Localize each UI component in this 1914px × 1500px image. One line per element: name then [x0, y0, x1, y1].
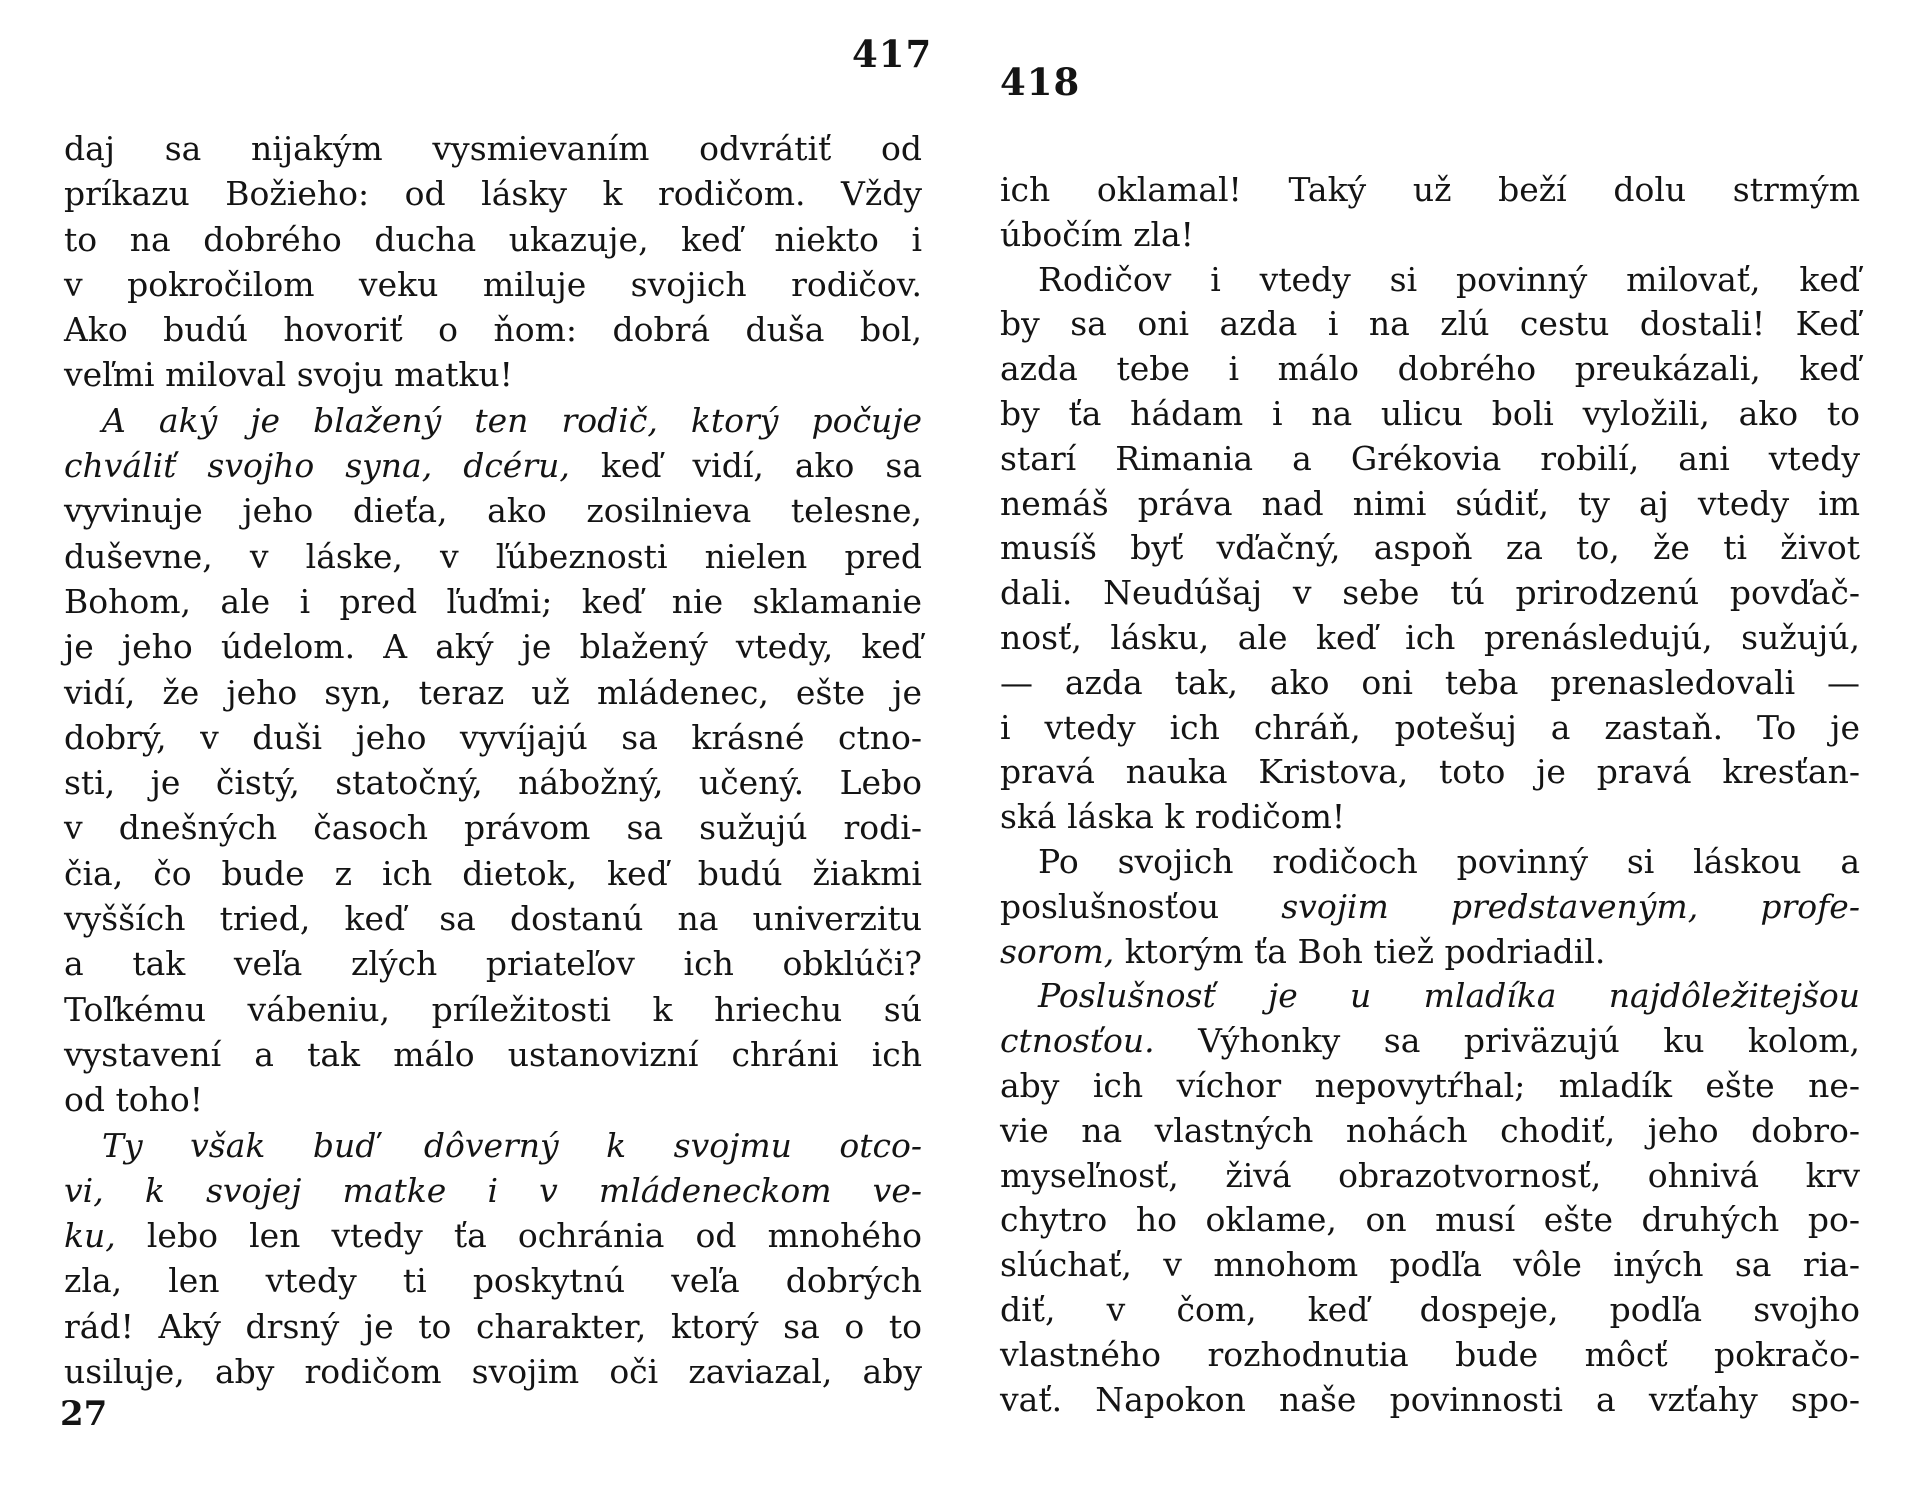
text-line: [1000, 302, 1860, 347]
text-line: [1000, 1378, 1860, 1423]
text-line: [64, 579, 922, 624]
text-line: [64, 1077, 922, 1122]
text-segment: azda tebe i málo dobrého preukázali, keď: [1000, 349, 1860, 389]
text-line: [1000, 526, 1860, 571]
text-segment: chytro ho oklame, on musí ešte druhých po-: [1000, 1200, 1860, 1240]
text-line: [64, 1032, 922, 1077]
text-line: [64, 398, 922, 443]
text-segment: úbočím zla!: [1000, 214, 1194, 254]
text-segment: dali. Neudúšaj v sebe tú prirodzenú povďač-: [1000, 573, 1860, 613]
text-line: [1000, 482, 1860, 527]
text-segment-italic: vi, k svojej matke i v mládeneckom ve-: [64, 1170, 922, 1210]
text-segment-italic: svojim predstaveným, profe-: [1281, 886, 1860, 926]
text-segment: duševne, v láske, v ľúbeznosti nielen pred: [64, 536, 922, 576]
text-line: [1000, 616, 1860, 661]
text-line: [1000, 930, 1860, 975]
text-segment: Výhonky sa priväzujú ku kolom,: [1154, 1021, 1860, 1061]
text-line: [1000, 1243, 1860, 1288]
text-segment: príkazu Božieho: od lásky k rodičom. Vždy: [64, 174, 922, 214]
text-line: [64, 1213, 922, 1258]
text-segment: Rodičov i vtedy si povinný milovať, keď: [1038, 259, 1860, 299]
text-segment: vyvinuje jeho dieťa, ako zosilnieva telesne,: [64, 491, 922, 531]
text-line: [1000, 392, 1860, 437]
text-segment: musíš byť vďačný, aspoň za to, že ti život: [1000, 528, 1860, 568]
text-line: [1000, 706, 1860, 751]
text-segment: nosť, lásku, ale keď ich prenásledujú, sužujú,: [1000, 617, 1860, 657]
text-segment: diť, v čom, keď dospeje, podľa svojho: [1000, 1289, 1860, 1329]
text-line: [64, 1304, 922, 1349]
text-segment: Ako budú hovoriť o ňom: dobrá duša bol,: [64, 310, 922, 350]
text-line: [64, 941, 922, 986]
page-number-right: 418: [1000, 60, 1081, 104]
text-line: [64, 896, 922, 941]
text-line: [64, 126, 922, 171]
text-line: [64, 488, 922, 533]
text-segment: v pokročilom veku miluje svojich rodičov.: [64, 264, 922, 304]
text-line: [64, 1123, 922, 1168]
text-line: [64, 715, 922, 760]
text-segment: by ťa hádam i na ulicu boli vyložili, ako to: [1000, 393, 1860, 433]
text-segment: Toľkému vábeniu, príležitosti k hriechu sú: [64, 989, 922, 1029]
text-segment: sti, je čistý, statočný, nábožný, učený. Lebo: [64, 763, 922, 803]
text-line: [64, 217, 922, 262]
text-line: [1000, 661, 1860, 706]
text-line: [1000, 437, 1860, 482]
text-segment-italic: sorom,: [1000, 931, 1115, 971]
text-line: [1000, 1154, 1860, 1199]
text-segment: vidí, že jeho syn, teraz už mládenec, ešte je: [64, 672, 922, 712]
text-line: [1000, 1333, 1860, 1378]
text-line: [1000, 213, 1860, 258]
text-segment: poslušnosťou: [1000, 886, 1282, 926]
text-segment: Bohom, ale i pred ľuďmi; keď nie sklamanie: [64, 581, 922, 621]
text-segment: daj sa nijakým vysmievaním odvrátiť od: [64, 129, 922, 168]
text-line: [1000, 974, 1860, 1019]
text-line: [1000, 750, 1860, 795]
text-segment: ich oklamal! Taký už beží dolu strmým: [1000, 170, 1860, 209]
text-line: [64, 805, 922, 850]
text-segment: to na dobrého ducha ukazuje, keď niekto i: [64, 219, 922, 259]
text-segment: rád! Aký drsný je to charakter, ktorý sa o to: [64, 1306, 922, 1346]
text-line: [64, 1349, 922, 1394]
text-segment: myseľnosť, živá obrazotvornosť, ohnivá krv: [1000, 1155, 1860, 1195]
text-line: [64, 1168, 922, 1213]
text-segment: vať. Napokon naše povinnosti a vzťahy spo-: [1000, 1379, 1860, 1419]
text-segment: je jeho údelom. A aký je blažený vtedy, keď: [64, 627, 922, 667]
text-line: [1000, 1198, 1860, 1243]
page-number-left: 417: [852, 32, 933, 76]
text-line: [1000, 1064, 1860, 1109]
text-segment: lebo len vtedy ťa ochránia od mnohého: [115, 1216, 922, 1256]
text-segment: nemáš práva nad nimi súdiť, ty aj vtedy im: [1000, 483, 1860, 523]
text-segment: ktorým ťa Boh tiež podriadil.: [1114, 931, 1606, 971]
text-segment-italic: ku,: [64, 1216, 116, 1256]
text-line: [64, 352, 922, 397]
text-segment: aby ich víchor nepovytŕhal; mladík ešte ne-: [1000, 1065, 1860, 1105]
text-segment: vyšších tried, keď sa dostanú na univerzitu: [64, 899, 922, 939]
text-segment: od toho!: [64, 1080, 203, 1120]
text-line: [64, 1258, 922, 1303]
text-line: [1000, 840, 1860, 885]
text-segment: veľmi miloval svoju matku!: [64, 355, 513, 395]
left-page-text-column: [64, 126, 922, 1394]
text-segment: starí Rimania a Grékovia robilí, ani vtedy: [1000, 438, 1860, 478]
text-segment: vie na vlastných nohách chodiť, jeho dobro-: [1000, 1110, 1860, 1150]
text-segment: Po svojich rodičoch povinný si láskou a: [1038, 841, 1860, 881]
text-segment: i vtedy ich chráň, potešuj a zastaň. To je: [1000, 707, 1860, 747]
text-line: [1000, 168, 1860, 213]
text-line: [1000, 795, 1860, 840]
text-segment: zla, len vtedy ti poskytnú veľa dobrých: [64, 1261, 922, 1301]
text-segment: keď vidí, ako sa: [569, 446, 923, 486]
text-line: [1000, 1019, 1860, 1064]
text-segment: slúchať, v mnohom podľa vôle iných sa ria-: [1000, 1245, 1860, 1285]
text-line: [64, 670, 922, 715]
text-segment-italic: Ty však buď dôverný k svojmu otco-: [102, 1125, 922, 1165]
text-line: [64, 262, 922, 307]
text-line: [64, 851, 922, 896]
right-page-text-column: [1000, 168, 1860, 1422]
text-segment-italic: chváliť svojho syna, dcéru,: [64, 446, 570, 486]
text-line: [64, 534, 922, 579]
text-segment: — azda tak, ako oni teba prenasledovali —: [1000, 662, 1860, 702]
text-line: [64, 987, 922, 1032]
text-line: [1000, 1288, 1860, 1333]
text-segment-italic: A aký je blažený ten rodič, ktorý počuje: [102, 400, 922, 440]
text-segment: vystavení a tak málo ustanovizní chráni ich: [64, 1034, 922, 1074]
text-segment: čia, čo bude z ich dietok, keď budú žiakmi: [64, 853, 922, 893]
text-line: [1000, 258, 1860, 303]
text-segment: v dnešných časoch právom sa sužujú rodi-: [64, 808, 922, 848]
text-segment: dobrý, v duši jeho vyvíjajú sa krásné ctno-: [64, 717, 922, 757]
text-line: [64, 443, 922, 488]
text-line: [1000, 885, 1860, 930]
text-line: [1000, 347, 1860, 392]
text-segment: pravá nauka Kristova, toto je pravá kresťan-: [1000, 752, 1860, 792]
text-segment: a tak veľa zlých priateľov ich obklúči?: [64, 944, 922, 984]
text-line: [1000, 571, 1860, 616]
text-line: [64, 760, 922, 805]
text-line: [64, 624, 922, 669]
text-line: [64, 307, 922, 352]
text-segment-italic: Poslušnosť je u mladíka najdôležitejšou: [1038, 976, 1860, 1016]
text-line: [1000, 1109, 1860, 1154]
text-segment: usiluje, aby rodičom svojim oči zaviazal, aby: [64, 1352, 922, 1392]
text-segment: by sa oni azda i na zlú cestu dostali! Keď: [1000, 304, 1860, 344]
text-line: [64, 171, 922, 216]
text-segment: ská láska k rodičom!: [1000, 797, 1346, 837]
signature-mark: 27: [60, 1394, 108, 1434]
text-segment: vlastného rozhodnutia bude môcť pokračo-: [1000, 1334, 1860, 1374]
text-segment-italic: ctnosťou.: [1000, 1021, 1155, 1061]
